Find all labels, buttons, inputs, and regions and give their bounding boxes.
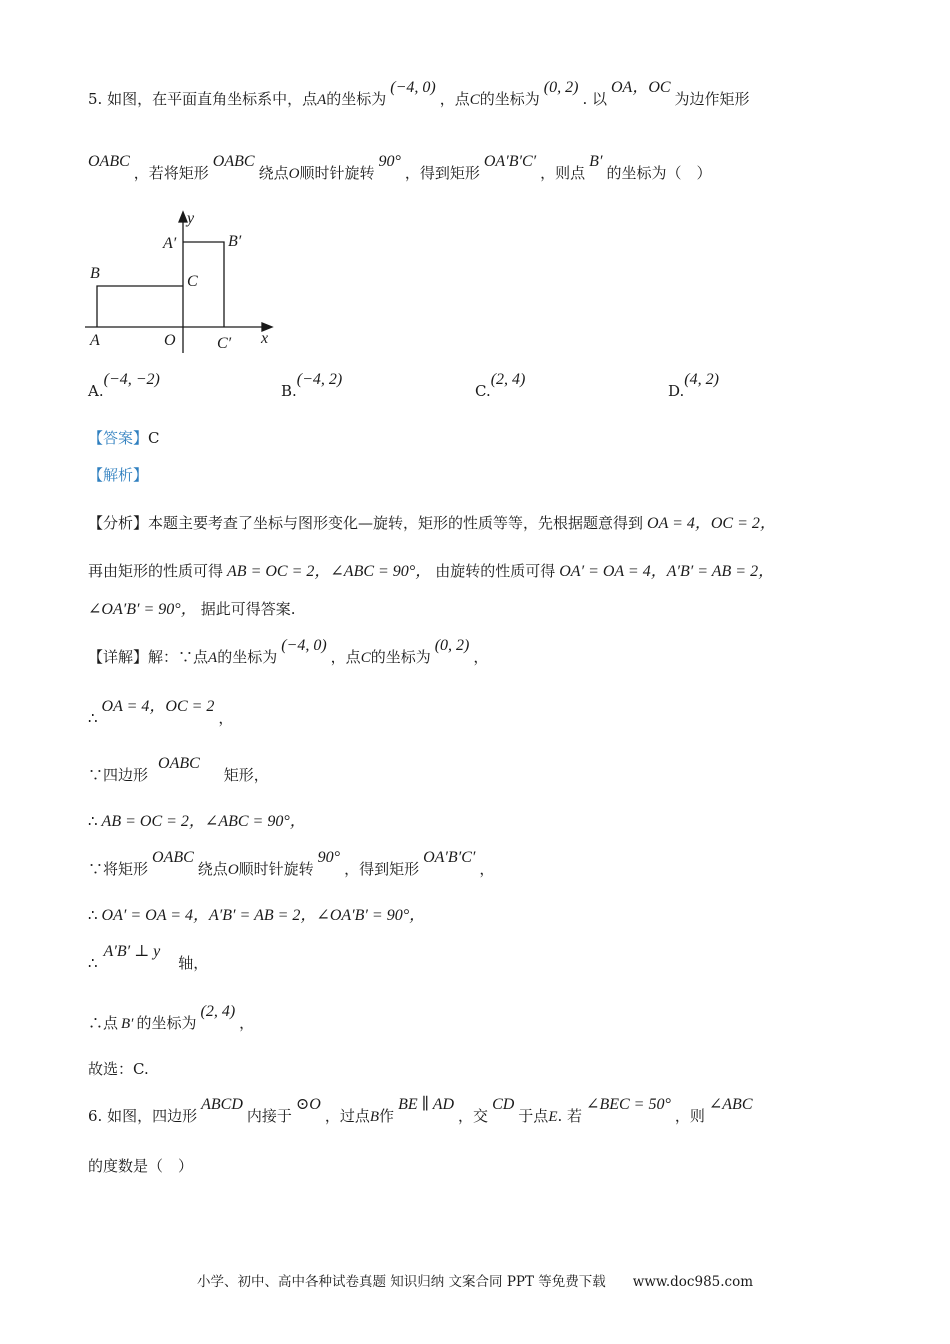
text: 据此可得答案. [200, 600, 296, 618]
math: (2, 4) [200, 1003, 236, 1020]
q5-line1 [88, 79, 750, 111]
fenxi-line1 [88, 512, 776, 535]
text: . 以 [582, 90, 607, 108]
math: (−4, 0) [390, 79, 436, 96]
text: ∵四边形 [88, 766, 149, 784]
math: OA′ = OA = 4，A′B′ = AB = 2， [559, 563, 775, 580]
q5-line2 [88, 153, 712, 185]
q6-line1 [88, 1096, 757, 1128]
therefore-symbol: ∴ [88, 906, 98, 924]
label-x: x [261, 330, 269, 347]
text: 的坐标为（ ） [606, 164, 712, 182]
coordinate-figure [80, 205, 290, 355]
text: ，得到矩形 [344, 860, 420, 878]
answer-value: C [148, 429, 160, 447]
text: ， [239, 1014, 255, 1032]
text: ∴点 [88, 1014, 119, 1032]
text: 绕点 [197, 860, 228, 878]
math: 90° [317, 849, 341, 866]
math: OA = 4，OC = 2 [101, 698, 215, 715]
detail-line9 [88, 1058, 149, 1080]
text: 由旋转的性质可得 [435, 562, 556, 580]
math: OA′B′C′ [483, 153, 537, 170]
text: ，过点 [324, 1107, 370, 1125]
option-d[interactable] [668, 370, 719, 400]
text: ，则点 [540, 164, 586, 182]
text: 的坐标为 [326, 90, 387, 108]
detail-line1 [88, 637, 489, 669]
text: 内接于 [246, 1107, 292, 1125]
option-letter: B. [281, 382, 297, 400]
option-letter: D. [668, 382, 685, 400]
analysis-tag: 【解析】 [88, 466, 149, 484]
y-axis-arrow [179, 212, 187, 222]
option-value: (4, 2) [684, 371, 719, 388]
text: 解：∵点 [148, 648, 209, 666]
answer-tag: 【答案】 [88, 429, 149, 447]
point-label: C [360, 650, 371, 666]
detail-line6 [88, 904, 425, 927]
label-b-prime: B′ [228, 233, 242, 250]
math: OA′ = OA = 4，A′B′ = AB = 2，∠OA′B′ = 90°， [101, 907, 426, 924]
point-label: C [469, 92, 480, 108]
math: OA′B′C′ [423, 849, 476, 866]
math: OABC [152, 849, 194, 866]
point-label: B′ [121, 1016, 134, 1032]
text: 作 [379, 1107, 395, 1125]
label-o: O [164, 332, 176, 349]
text: 本题主要考查了坐标与图形变化—旋转，矩形的性质等等，先根据题意得到 [148, 514, 644, 532]
math: B′ [589, 153, 603, 170]
text: 的坐标为 [479, 90, 540, 108]
fenxi-tag: 【分析】 [88, 514, 149, 532]
math: CD [492, 1096, 515, 1113]
option-letter: C. [475, 382, 491, 400]
text: 的坐标为 [217, 648, 278, 666]
text: ∵将矩形 [88, 860, 149, 878]
math: (0, 2) [543, 79, 579, 96]
math: 90° [378, 153, 401, 170]
math: (−4, 0) [281, 637, 327, 654]
math: OABC [158, 755, 200, 772]
text: ， [479, 860, 495, 878]
text: 矩形， [223, 766, 269, 784]
text: ，若将矩形 [133, 164, 209, 182]
math: OABC [212, 153, 255, 170]
text: 顺时针旋转 [238, 860, 314, 878]
math: ∠OA′B′ = 90°， [88, 601, 197, 618]
text: ，点 [439, 90, 470, 108]
therefore-symbol: ∴ [88, 812, 98, 830]
label-b: B [90, 265, 100, 282]
math: AB = OC = 2，∠ABC = 90°， [227, 563, 432, 580]
option-letter: A. [88, 382, 104, 400]
math: (0, 2) [434, 637, 470, 654]
point-label: A [317, 92, 327, 108]
text: 绕点 [258, 164, 289, 182]
option-value: (−4, 2) [296, 371, 343, 388]
text: ，交 [458, 1107, 489, 1125]
text: 的坐标为 [370, 648, 431, 666]
math: OABC [88, 153, 130, 170]
text: 故选：C. [88, 1060, 149, 1078]
text: 为边作矩形 [674, 90, 750, 108]
option-value: (−4, −2) [103, 371, 160, 388]
answer-line [88, 427, 160, 449]
option-c[interactable] [475, 370, 526, 400]
label-c-prime: C′ [217, 335, 232, 352]
fenxi-line2 [88, 560, 774, 583]
text: 的度数是（ ） [88, 1157, 194, 1175]
math: ∠BEC = 50° [586, 1096, 671, 1113]
detail-line2 [88, 698, 234, 730]
label-c: C [187, 273, 198, 290]
math: OA，OC [610, 79, 671, 96]
detail-line3 [88, 755, 269, 787]
point-label: E [548, 1109, 558, 1125]
therefore-symbol: ∴ [88, 954, 98, 972]
detail-line8 [88, 1003, 255, 1035]
rectangle-oabc [97, 286, 183, 327]
text: 再由矩形的性质可得 [88, 562, 224, 580]
footer-text: 小学、初中、高中各种试卷真题 知识归纳 文案合同 PPT 等免费下载 www.doc985.com [196, 1274, 754, 1290]
text: 5. 如图，在平面直角坐标系中，点 [88, 90, 318, 108]
math: OA = 4，OC = 2， [647, 515, 776, 532]
math: ABCD [201, 1096, 243, 1113]
text: 6. 如图，四边形 [88, 1107, 198, 1125]
point-label: B [369, 1109, 380, 1125]
label-a-prime: A′ [163, 235, 177, 252]
text: ， [218, 709, 234, 727]
text: ， [473, 648, 489, 666]
option-a[interactable] [88, 370, 160, 400]
detail-line4 [88, 810, 306, 833]
math: BE ∥ AD [398, 1096, 455, 1113]
text: 的坐标为 [136, 1014, 197, 1032]
text: ，则 [674, 1107, 705, 1125]
text: 于点 [518, 1107, 549, 1125]
therefore-symbol: ∴ [88, 709, 98, 727]
text: ，点 [330, 648, 361, 666]
label-a: A [90, 332, 100, 349]
text: 顺时针旋转 [299, 164, 375, 182]
point-label: A [208, 650, 218, 666]
label-y: y [187, 210, 195, 227]
q6-line2 [88, 1155, 193, 1177]
detail-line7 [88, 943, 209, 975]
text: 轴， [178, 954, 209, 972]
option-b[interactable] [281, 370, 343, 400]
point-label: O [288, 166, 300, 182]
detail-line5 [88, 849, 495, 881]
text: . 若 [557, 1107, 583, 1125]
analysis-line [88, 464, 148, 486]
detail-tag: 【详解】 [88, 648, 149, 666]
math: A′B′ ⊥ y [103, 943, 161, 960]
text: ，得到矩形 [404, 164, 480, 182]
math: ∠ABC [708, 1096, 753, 1113]
math: AB = OC = 2，∠ABC = 90°， [101, 813, 306, 830]
point-label: O [227, 862, 239, 878]
option-value: (2, 4) [490, 371, 526, 388]
math: ⊙O [295, 1096, 321, 1113]
fenxi-line3 [88, 598, 296, 621]
